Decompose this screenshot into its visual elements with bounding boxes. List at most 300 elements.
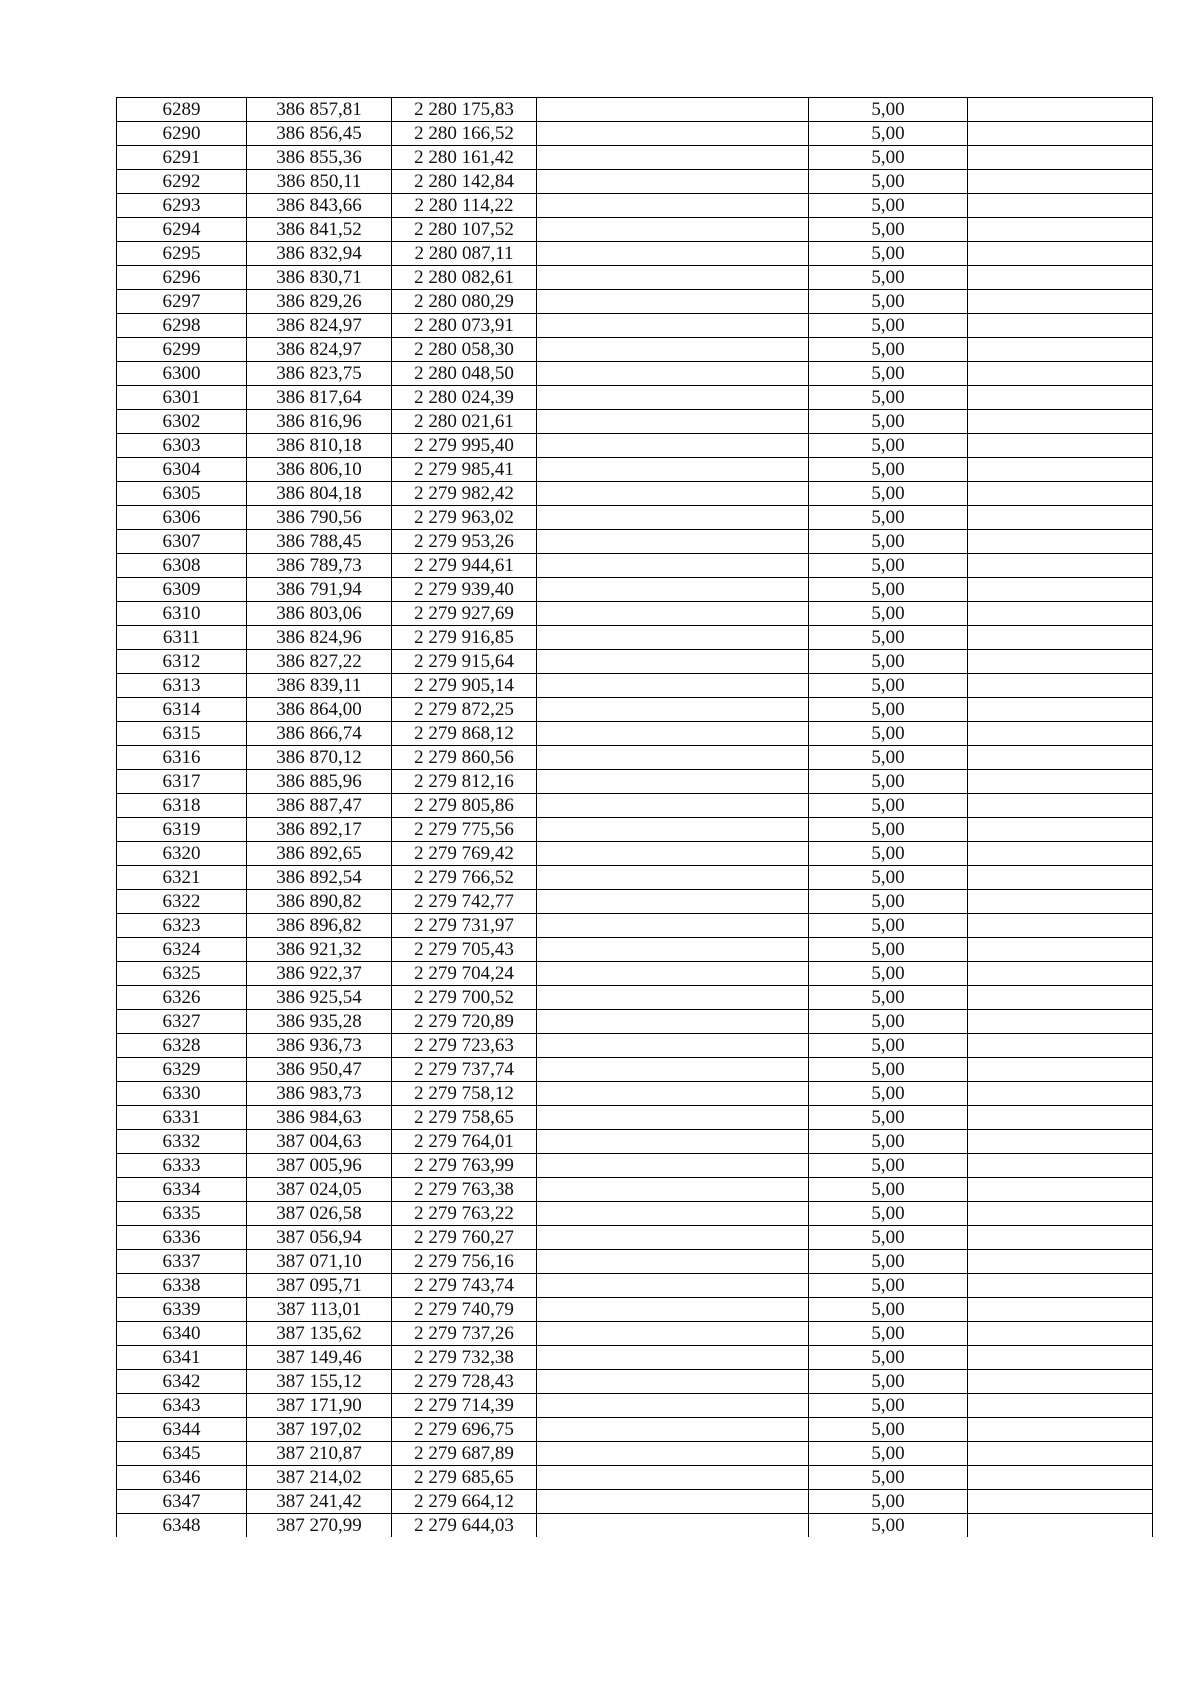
blank-cell	[537, 1298, 809, 1322]
x-coordinate-cell: 386 896,82	[247, 914, 392, 938]
notes-cell	[968, 938, 1153, 962]
table-row	[117, 434, 1153, 458]
x-coordinate-cell: 387 024,05	[247, 1178, 392, 1202]
accuracy-cell: 5,00	[809, 1034, 968, 1058]
x-coordinate-cell: 387 004,63	[247, 1130, 392, 1154]
blank-cell	[537, 170, 809, 194]
table-row	[117, 530, 1153, 554]
x-coordinate-cell: 386 832,94	[247, 242, 392, 266]
notes-cell	[968, 98, 1153, 122]
table-row	[117, 626, 1153, 650]
x-coordinate-cell: 387 095,71	[247, 1274, 392, 1298]
notes-cell	[968, 1202, 1153, 1226]
accuracy-cell: 5,00	[809, 866, 968, 890]
notes-cell	[968, 170, 1153, 194]
point-number-cell: 6348	[117, 1514, 247, 1538]
blank-cell	[537, 770, 809, 794]
point-number-cell: 6291	[117, 146, 247, 170]
accuracy-cell: 5,00	[809, 1154, 968, 1178]
accuracy-cell: 5,00	[809, 1058, 968, 1082]
blank-cell	[537, 1370, 809, 1394]
notes-cell	[968, 794, 1153, 818]
accuracy-cell: 5,00	[809, 410, 968, 434]
y-coordinate-cell: 2 280 087,11	[392, 242, 537, 266]
point-number-cell: 6329	[117, 1058, 247, 1082]
notes-cell	[968, 650, 1153, 674]
point-number-cell: 6311	[117, 626, 247, 650]
notes-cell	[968, 1346, 1153, 1370]
point-number-cell: 6335	[117, 1202, 247, 1226]
x-coordinate-cell: 386 827,22	[247, 650, 392, 674]
notes-cell	[968, 314, 1153, 338]
table-row	[117, 1394, 1153, 1418]
x-coordinate-cell: 386 839,11	[247, 674, 392, 698]
notes-cell	[968, 290, 1153, 314]
y-coordinate-cell: 2 279 737,26	[392, 1322, 537, 1346]
y-coordinate-cell: 2 279 644,03	[392, 1514, 537, 1538]
notes-cell	[968, 530, 1153, 554]
blank-cell	[537, 914, 809, 938]
notes-cell	[968, 1226, 1153, 1250]
blank-cell	[537, 794, 809, 818]
notes-cell	[968, 602, 1153, 626]
notes-cell	[968, 1082, 1153, 1106]
accuracy-cell: 5,00	[809, 722, 968, 746]
y-coordinate-cell: 2 279 812,16	[392, 770, 537, 794]
accuracy-cell: 5,00	[809, 1514, 968, 1538]
y-coordinate-cell: 2 280 073,91	[392, 314, 537, 338]
notes-cell	[968, 242, 1153, 266]
notes-cell	[968, 866, 1153, 890]
y-coordinate-cell: 2 279 720,89	[392, 1010, 537, 1034]
table-row	[117, 698, 1153, 722]
blank-cell	[537, 1106, 809, 1130]
table-row	[117, 722, 1153, 746]
notes-cell	[968, 890, 1153, 914]
notes-cell	[968, 770, 1153, 794]
blank-cell	[537, 866, 809, 890]
x-coordinate-cell: 386 925,54	[247, 986, 392, 1010]
accuracy-cell: 5,00	[809, 674, 968, 698]
point-number-cell: 6317	[117, 770, 247, 794]
blank-cell	[537, 338, 809, 362]
point-number-cell: 6324	[117, 938, 247, 962]
y-coordinate-cell: 2 279 763,22	[392, 1202, 537, 1226]
point-number-cell: 6341	[117, 1346, 247, 1370]
point-number-cell: 6332	[117, 1130, 247, 1154]
notes-cell	[968, 434, 1153, 458]
y-coordinate-cell: 2 279 728,43	[392, 1370, 537, 1394]
accuracy-cell: 5,00	[809, 1370, 968, 1394]
accuracy-cell: 5,00	[809, 1106, 968, 1130]
accuracy-cell: 5,00	[809, 1394, 968, 1418]
table-row	[117, 338, 1153, 362]
x-coordinate-cell: 387 026,58	[247, 1202, 392, 1226]
blank-cell	[537, 242, 809, 266]
x-coordinate-cell: 386 843,66	[247, 194, 392, 218]
notes-cell	[968, 266, 1153, 290]
notes-cell	[968, 1154, 1153, 1178]
accuracy-cell: 5,00	[809, 1202, 968, 1226]
x-coordinate-cell: 387 241,42	[247, 1490, 392, 1514]
point-number-cell: 6340	[117, 1322, 247, 1346]
x-coordinate-cell: 387 056,94	[247, 1226, 392, 1250]
x-coordinate-cell: 386 829,26	[247, 290, 392, 314]
point-number-cell: 6347	[117, 1490, 247, 1514]
x-coordinate-cell: 386 921,32	[247, 938, 392, 962]
blank-cell	[537, 1226, 809, 1250]
blank-cell	[537, 578, 809, 602]
blank-cell	[537, 506, 809, 530]
x-coordinate-cell: 386 823,75	[247, 362, 392, 386]
blank-cell	[537, 1418, 809, 1442]
notes-cell	[968, 818, 1153, 842]
blank-cell	[537, 674, 809, 698]
accuracy-cell: 5,00	[809, 146, 968, 170]
y-coordinate-cell: 2 279 705,43	[392, 938, 537, 962]
blank-cell	[537, 1034, 809, 1058]
point-number-cell: 6308	[117, 554, 247, 578]
point-number-cell: 6316	[117, 746, 247, 770]
table-row	[117, 578, 1153, 602]
blank-cell	[537, 1082, 809, 1106]
point-number-cell: 6327	[117, 1010, 247, 1034]
table-row	[117, 962, 1153, 986]
table-row	[117, 770, 1153, 794]
accuracy-cell: 5,00	[809, 1010, 968, 1034]
point-number-cell: 6326	[117, 986, 247, 1010]
y-coordinate-cell: 2 279 805,86	[392, 794, 537, 818]
x-coordinate-cell: 387 270,99	[247, 1514, 392, 1538]
point-number-cell: 6322	[117, 890, 247, 914]
notes-cell	[968, 962, 1153, 986]
table-row	[117, 1322, 1153, 1346]
y-coordinate-cell: 2 279 944,61	[392, 554, 537, 578]
table-row	[117, 914, 1153, 938]
table-row	[117, 674, 1153, 698]
table-row	[117, 746, 1153, 770]
x-coordinate-cell: 386 790,56	[247, 506, 392, 530]
table-row	[117, 242, 1153, 266]
notes-cell	[968, 722, 1153, 746]
notes-cell	[968, 1322, 1153, 1346]
table-row	[117, 386, 1153, 410]
notes-cell	[968, 1370, 1153, 1394]
x-coordinate-cell: 386 850,11	[247, 170, 392, 194]
blank-cell	[537, 1442, 809, 1466]
x-coordinate-cell: 387 171,90	[247, 1394, 392, 1418]
blank-cell	[537, 1154, 809, 1178]
y-coordinate-cell: 2 279 685,65	[392, 1466, 537, 1490]
x-coordinate-cell: 386 791,94	[247, 578, 392, 602]
accuracy-cell: 5,00	[809, 1322, 968, 1346]
coordinates-table-body	[117, 98, 1153, 1538]
blank-cell	[537, 1346, 809, 1370]
y-coordinate-cell: 2 280 166,52	[392, 122, 537, 146]
point-number-cell: 6307	[117, 530, 247, 554]
blank-cell	[537, 1250, 809, 1274]
blank-cell	[537, 266, 809, 290]
accuracy-cell: 5,00	[809, 698, 968, 722]
y-coordinate-cell: 2 279 775,56	[392, 818, 537, 842]
x-coordinate-cell: 386 855,36	[247, 146, 392, 170]
blank-cell	[537, 650, 809, 674]
x-coordinate-cell: 387 155,12	[247, 1370, 392, 1394]
x-coordinate-cell: 386 892,65	[247, 842, 392, 866]
point-number-cell: 6331	[117, 1106, 247, 1130]
point-number-cell: 6333	[117, 1154, 247, 1178]
blank-cell	[537, 890, 809, 914]
y-coordinate-cell: 2 280 024,39	[392, 386, 537, 410]
notes-cell	[968, 626, 1153, 650]
table-row	[117, 1490, 1153, 1514]
x-coordinate-cell: 386 950,47	[247, 1058, 392, 1082]
point-number-cell: 6314	[117, 698, 247, 722]
notes-cell	[968, 1274, 1153, 1298]
accuracy-cell: 5,00	[809, 1082, 968, 1106]
y-coordinate-cell: 2 279 764,01	[392, 1130, 537, 1154]
accuracy-cell: 5,00	[809, 746, 968, 770]
notes-cell	[968, 1034, 1153, 1058]
table-row	[117, 170, 1153, 194]
point-number-cell: 6336	[117, 1226, 247, 1250]
y-coordinate-cell: 2 279 905,14	[392, 674, 537, 698]
accuracy-cell: 5,00	[809, 338, 968, 362]
accuracy-cell: 5,00	[809, 290, 968, 314]
y-coordinate-cell: 2 279 687,89	[392, 1442, 537, 1466]
blank-cell	[537, 290, 809, 314]
x-coordinate-cell: 387 197,02	[247, 1418, 392, 1442]
y-coordinate-cell: 2 280 161,42	[392, 146, 537, 170]
accuracy-cell: 5,00	[809, 914, 968, 938]
y-coordinate-cell: 2 279 953,26	[392, 530, 537, 554]
blank-cell	[537, 1466, 809, 1490]
y-coordinate-cell: 2 279 742,77	[392, 890, 537, 914]
x-coordinate-cell: 386 816,96	[247, 410, 392, 434]
point-number-cell: 6303	[117, 434, 247, 458]
y-coordinate-cell: 2 279 714,39	[392, 1394, 537, 1418]
notes-cell	[968, 1490, 1153, 1514]
table-row	[117, 410, 1153, 434]
x-coordinate-cell: 387 135,62	[247, 1322, 392, 1346]
y-coordinate-cell: 2 280 175,83	[392, 98, 537, 122]
table-row	[117, 1298, 1153, 1322]
accuracy-cell: 5,00	[809, 938, 968, 962]
y-coordinate-cell: 2 279 939,40	[392, 578, 537, 602]
y-coordinate-cell: 2 279 769,42	[392, 842, 537, 866]
point-number-cell: 6334	[117, 1178, 247, 1202]
notes-cell	[968, 1394, 1153, 1418]
y-coordinate-cell: 2 279 872,25	[392, 698, 537, 722]
blank-cell	[537, 410, 809, 434]
y-coordinate-cell: 2 279 760,27	[392, 1226, 537, 1250]
y-coordinate-cell: 2 280 021,61	[392, 410, 537, 434]
notes-cell	[968, 1466, 1153, 1490]
table-row	[117, 506, 1153, 530]
x-coordinate-cell: 386 870,12	[247, 746, 392, 770]
blank-cell	[537, 602, 809, 626]
blank-cell	[537, 938, 809, 962]
point-number-cell: 6309	[117, 578, 247, 602]
x-coordinate-cell: 386 806,10	[247, 458, 392, 482]
point-number-cell: 6290	[117, 122, 247, 146]
accuracy-cell: 5,00	[809, 1418, 968, 1442]
point-number-cell: 6337	[117, 1250, 247, 1274]
y-coordinate-cell: 2 279 737,74	[392, 1058, 537, 1082]
point-number-cell: 6296	[117, 266, 247, 290]
y-coordinate-cell: 2 280 107,52	[392, 218, 537, 242]
notes-cell	[968, 1010, 1153, 1034]
blank-cell	[537, 1010, 809, 1034]
blank-cell	[537, 1394, 809, 1418]
notes-cell	[968, 554, 1153, 578]
x-coordinate-cell: 386 935,28	[247, 1010, 392, 1034]
table-row	[117, 1514, 1153, 1538]
point-number-cell: 6300	[117, 362, 247, 386]
accuracy-cell: 5,00	[809, 242, 968, 266]
x-coordinate-cell: 386 864,00	[247, 698, 392, 722]
blank-cell	[537, 362, 809, 386]
x-coordinate-cell: 386 804,18	[247, 482, 392, 506]
table-row	[117, 482, 1153, 506]
y-coordinate-cell: 2 279 915,64	[392, 650, 537, 674]
blank-cell	[537, 98, 809, 122]
blank-cell	[537, 1322, 809, 1346]
accuracy-cell: 5,00	[809, 578, 968, 602]
y-coordinate-cell: 2 279 868,12	[392, 722, 537, 746]
point-number-cell: 6294	[117, 218, 247, 242]
notes-cell	[968, 698, 1153, 722]
point-number-cell: 6293	[117, 194, 247, 218]
table-row	[117, 218, 1153, 242]
y-coordinate-cell: 2 279 758,12	[392, 1082, 537, 1106]
x-coordinate-cell: 386 810,18	[247, 434, 392, 458]
notes-cell	[968, 122, 1153, 146]
table-row	[117, 1370, 1153, 1394]
table-row	[117, 98, 1153, 122]
y-coordinate-cell: 2 279 758,65	[392, 1106, 537, 1130]
y-coordinate-cell: 2 279 756,16	[392, 1250, 537, 1274]
table-row	[117, 1154, 1153, 1178]
table-row	[117, 1418, 1153, 1442]
table-row	[117, 362, 1153, 386]
table-row	[117, 194, 1153, 218]
coordinates-table	[116, 97, 1153, 1537]
table-row	[117, 1010, 1153, 1034]
table-row	[117, 266, 1153, 290]
table-row	[117, 890, 1153, 914]
notes-cell	[968, 338, 1153, 362]
x-coordinate-cell: 386 890,82	[247, 890, 392, 914]
table-row	[117, 122, 1153, 146]
notes-cell	[968, 1178, 1153, 1202]
accuracy-cell: 5,00	[809, 194, 968, 218]
x-coordinate-cell: 387 149,46	[247, 1346, 392, 1370]
accuracy-cell: 5,00	[809, 1226, 968, 1250]
x-coordinate-cell: 387 005,96	[247, 1154, 392, 1178]
x-coordinate-cell: 387 210,87	[247, 1442, 392, 1466]
blank-cell	[537, 482, 809, 506]
y-coordinate-cell: 2 279 763,99	[392, 1154, 537, 1178]
accuracy-cell: 5,00	[809, 314, 968, 338]
y-coordinate-cell: 2 279 723,63	[392, 1034, 537, 1058]
point-number-cell: 6305	[117, 482, 247, 506]
accuracy-cell: 5,00	[809, 650, 968, 674]
x-coordinate-cell: 387 214,02	[247, 1466, 392, 1490]
blank-cell	[537, 962, 809, 986]
accuracy-cell: 5,00	[809, 962, 968, 986]
x-coordinate-cell: 387 071,10	[247, 1250, 392, 1274]
point-number-cell: 6328	[117, 1034, 247, 1058]
accuracy-cell: 5,00	[809, 170, 968, 194]
point-number-cell: 6292	[117, 170, 247, 194]
table-row	[117, 1274, 1153, 1298]
x-coordinate-cell: 386 817,64	[247, 386, 392, 410]
y-coordinate-cell: 2 280 082,61	[392, 266, 537, 290]
notes-cell	[968, 362, 1153, 386]
notes-cell	[968, 146, 1153, 170]
table-row	[117, 986, 1153, 1010]
y-coordinate-cell: 2 279 766,52	[392, 866, 537, 890]
accuracy-cell: 5,00	[809, 818, 968, 842]
blank-cell	[537, 626, 809, 650]
table-row	[117, 290, 1153, 314]
y-coordinate-cell: 2 279 963,02	[392, 506, 537, 530]
notes-cell	[968, 1442, 1153, 1466]
blank-cell	[537, 314, 809, 338]
point-number-cell: 6342	[117, 1370, 247, 1394]
x-coordinate-cell: 386 830,71	[247, 266, 392, 290]
table-row	[117, 1226, 1153, 1250]
notes-cell	[968, 1106, 1153, 1130]
accuracy-cell: 5,00	[809, 122, 968, 146]
notes-cell	[968, 1130, 1153, 1154]
y-coordinate-cell: 2 279 731,97	[392, 914, 537, 938]
accuracy-cell: 5,00	[809, 842, 968, 866]
blank-cell	[537, 842, 809, 866]
y-coordinate-cell: 2 279 696,75	[392, 1418, 537, 1442]
table-row	[117, 938, 1153, 962]
notes-cell	[968, 482, 1153, 506]
notes-cell	[968, 458, 1153, 482]
y-coordinate-cell: 2 280 080,29	[392, 290, 537, 314]
y-coordinate-cell: 2 279 732,38	[392, 1346, 537, 1370]
blank-cell	[537, 434, 809, 458]
accuracy-cell: 5,00	[809, 1442, 968, 1466]
notes-cell	[968, 506, 1153, 530]
blank-cell	[537, 1178, 809, 1202]
y-coordinate-cell: 2 279 860,56	[392, 746, 537, 770]
blank-cell	[537, 1274, 809, 1298]
notes-cell	[968, 1418, 1153, 1442]
accuracy-cell: 5,00	[809, 1274, 968, 1298]
accuracy-cell: 5,00	[809, 986, 968, 1010]
point-number-cell: 6318	[117, 794, 247, 818]
accuracy-cell: 5,00	[809, 626, 968, 650]
notes-cell	[968, 746, 1153, 770]
table-row	[117, 602, 1153, 626]
y-coordinate-cell: 2 279 995,40	[392, 434, 537, 458]
x-coordinate-cell: 386 866,74	[247, 722, 392, 746]
accuracy-cell: 5,00	[809, 434, 968, 458]
blank-cell	[537, 218, 809, 242]
table-row	[117, 1082, 1153, 1106]
y-coordinate-cell: 2 279 916,85	[392, 626, 537, 650]
accuracy-cell: 5,00	[809, 794, 968, 818]
table-row	[117, 1106, 1153, 1130]
table-row	[117, 554, 1153, 578]
accuracy-cell: 5,00	[809, 1490, 968, 1514]
